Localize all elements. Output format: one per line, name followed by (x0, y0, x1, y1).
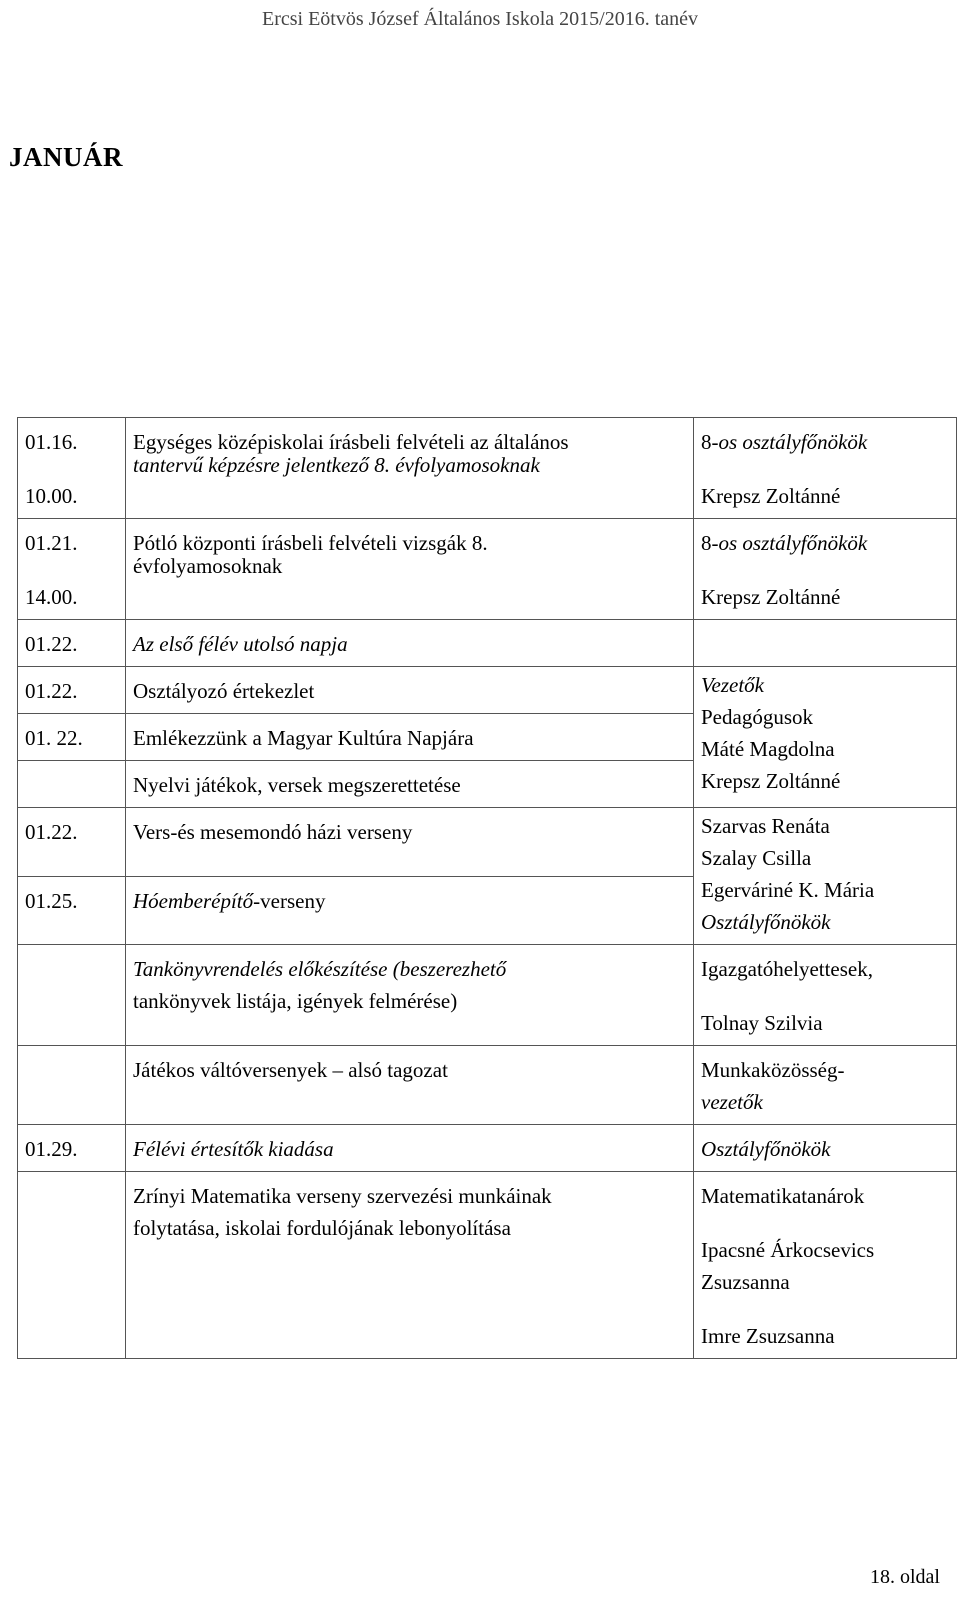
event-cell: Egységes középiskolai írásbeli felvételi az általános tantervű képzésre jelentkező 8. évfolyamosoknak (126, 418, 694, 519)
date-cell (18, 945, 126, 1046)
event-cell: Tankönyvrendelés előkészítése (beszerezhető tankönyvek listája, igények felmérése) (126, 945, 694, 1046)
date-cell: 01.29. (18, 1125, 126, 1172)
date-cell: 01.22. (18, 808, 126, 877)
responsible-cell: 8-os osztályfőnökök Krepsz Zoltánné (694, 418, 957, 519)
table-row (18, 945, 957, 1046)
event-cell: Zrínyi Matematika verseny szervezési munkáinak folytatása, iskolai fordulójának lebonyolítása (126, 1172, 694, 1359)
responsible-cell: Munkaközösség- vezetők (694, 1046, 957, 1125)
event-cell: Vers-és mesemondó házi verseny (126, 808, 694, 877)
table-row (18, 1172, 957, 1359)
date-cell (18, 1172, 126, 1359)
event-cell: Hóemberépítő-verseny (126, 876, 694, 945)
table-row (18, 667, 957, 714)
date-cell: 01.25. (18, 876, 126, 945)
date-cell: 01.21. 14.00. (18, 519, 126, 620)
event-cell: Játékos váltóversenyek – alsó tagozat (126, 1046, 694, 1125)
date-cell: 01.22. (18, 620, 126, 667)
month-heading: JANUÁR (9, 142, 123, 172)
responsible-cell: Osztályfőnökök (694, 1125, 957, 1172)
table-row (18, 519, 957, 620)
responsible-cell: Igazgatóhelyettesek, Tolnay Szilvia (694, 945, 957, 1046)
responsible-group: 8-os osztályfőnökök (701, 430, 868, 454)
date-cell (18, 761, 126, 808)
table-row (18, 1125, 957, 1172)
event-cell: Félévi értesítők kiadása (126, 1125, 694, 1172)
page-header: Ercsi Eötvös József Általános Iskola 2015/2016. tanév (261, 8, 699, 30)
date-cell: 01.22. (18, 667, 126, 714)
responsible-group: 8-os osztályfőnökök (701, 531, 868, 555)
table-row (18, 620, 957, 667)
date-cell (18, 1046, 126, 1125)
table-row (18, 1046, 957, 1125)
date-cell: 01. 22. (18, 714, 126, 761)
event-cell: Az első félév utolsó napja (126, 620, 694, 667)
date-cell: 01.16. 10.00. (18, 418, 126, 519)
event-cell: Nyelvi játékok, versek megszerettetése (126, 761, 694, 808)
page-number: 18. oldal (870, 1566, 940, 1588)
event-cell: Osztályozó értekezlet (126, 667, 694, 714)
responsible-cell: 8-os osztályfőnökök Krepsz Zoltánné (694, 519, 957, 620)
responsible-cell: Matematikatanárok Ipacsné Árkocsevics Zsuzsanna Imre Zsuzsanna (694, 1172, 957, 1359)
responsible-cell: Szarvas Renáta Szalay Csilla Egerváriné K. Mária Osztályfőnökök (694, 808, 957, 945)
responsible-cell (694, 620, 957, 667)
event-cell: Emlékezzünk a Magyar Kultúra Napjára (126, 714, 694, 761)
table-row (18, 808, 957, 877)
responsible-cell: Vezetők Pedagógusok Máté Magdolna Krepsz Zoltánné (694, 667, 957, 808)
table-row (18, 418, 957, 519)
schedule-table (17, 417, 957, 1359)
event-cell: Pótló központi írásbeli felvételi vizsgák 8. évfolyamosoknak (126, 519, 694, 620)
